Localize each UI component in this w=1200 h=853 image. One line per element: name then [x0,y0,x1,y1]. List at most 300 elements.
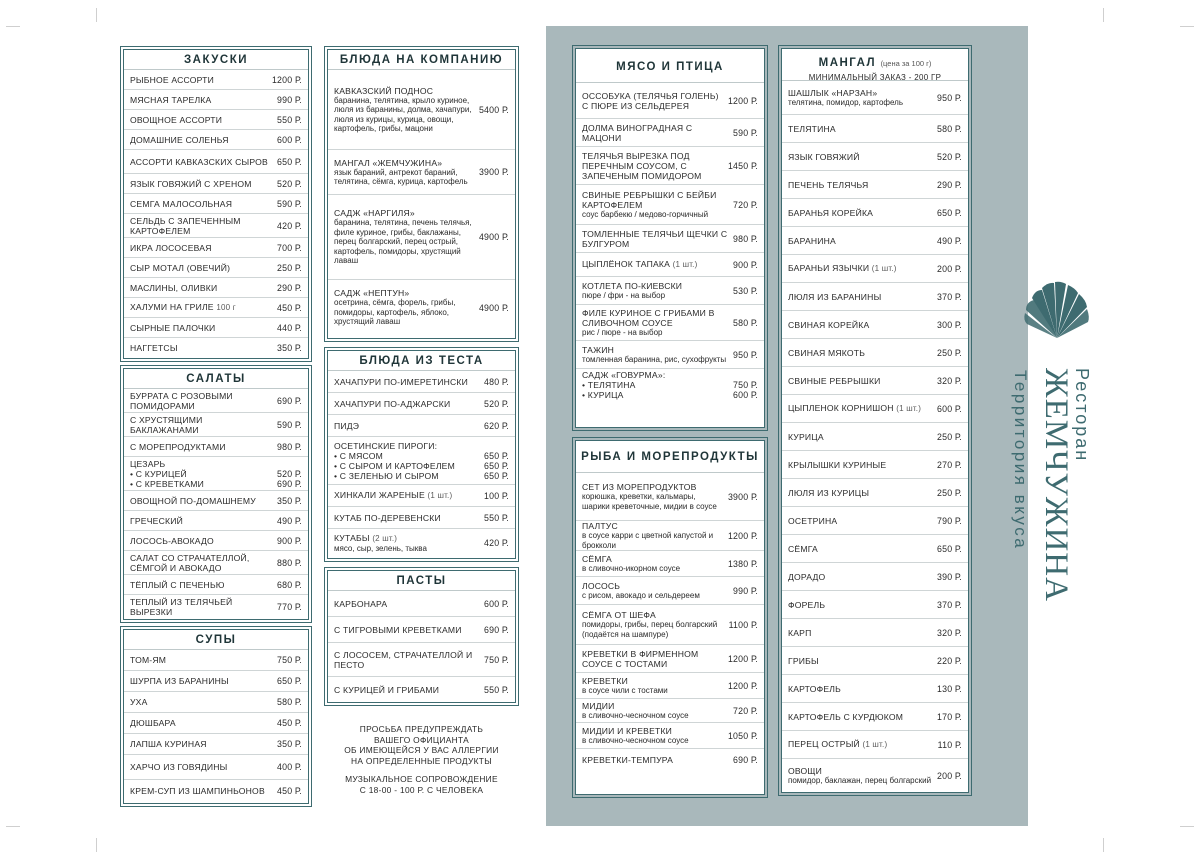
menu-item-name: БАРАНЬИ ЯЗЫЧКИ [788,263,870,273]
menu-item-price-block [733,706,758,716]
menu-item-price-block [277,115,302,125]
menu-item-price: 480 Р. [484,376,509,387]
menu-item-name-block [582,649,728,669]
menu-item-price-block [484,625,509,635]
menu-item-name-block [334,288,479,327]
menu-item-name-block [582,259,733,270]
menu-item-name-block [788,460,937,470]
menu-item [124,174,308,194]
menu-item-price: 590 Р. [733,127,758,138]
menu-item [782,283,968,311]
menu-item-name-block [788,712,937,722]
menu-item-name-block [130,459,277,489]
menu-list [576,473,764,771]
menu-item-price-block [277,762,302,772]
menu-item-name-block [334,599,484,609]
section-mangal [781,48,969,793]
menu-item-name: ПИДЭ [334,420,360,431]
menu-item-name: ТЁПЛЫЙ С ПЕЧЕНЬЮ [130,579,225,590]
menu-list [124,70,308,358]
menu-item-name-block [788,320,937,330]
menu-item-price: 350 Р. [277,739,302,749]
menu-item-price: 3900 Р. [727,491,758,502]
note-line: ПРОСЬБА ПРЕДУПРЕЖДАТЬ [359,724,484,734]
menu-item-price-block [484,599,509,609]
menu-item-name-block [130,580,277,590]
menu-item-name: КОТЛЕТА ПО-КИЕВСКИ [582,280,683,291]
menu-item-price: 600 Р. [937,403,962,414]
menu-item-name-block [582,229,733,249]
menu-item-price: 880 Р. [277,557,302,568]
menu-item [576,577,764,605]
menu-item-price-block [937,684,962,694]
menu-item-name-block [788,600,937,610]
menu-item-name-block [334,441,484,481]
menu-item-description: томленная баранина, рис, сухофрукты [582,354,727,364]
menu-list [328,371,515,557]
menu-item-price: 650 Р. [484,460,509,471]
menu-item-name-block [582,554,728,574]
menu-item-price-block [277,263,302,273]
menu-item-name: ОСЕТРИНА [788,515,838,526]
menu-list [576,83,764,401]
menu-item-price-block [937,320,962,330]
menu-item-price: 750 Р. [733,380,758,390]
menu-item [124,214,308,238]
menu-item-name-block [788,516,937,526]
menu-item-description: баранина, телятина, крыло куриное, люля из баранины, долма, хачапури, люля из курицы, курица, овощи, картофель, грибы, мацони [334,95,472,133]
menu-item [124,318,308,338]
menu-item-price-block [484,377,509,387]
menu-item-description: в соусе чили с тостами [582,685,668,695]
menu-item [576,147,764,185]
menu-item-price-block [277,786,302,796]
menu-item-price-block [484,513,509,523]
menu-item-price: 700 Р. [277,242,302,253]
menu-item-price: 110 Р. [937,739,962,750]
menu-item-price: 490 Р. [937,235,962,246]
menu-item-name: ХАРЧО ИЗ ГОВЯДИНЫ [130,762,228,772]
menu-item [782,367,968,395]
menu-item-name-block [788,180,937,190]
menu-item-price-block [937,544,962,554]
menu-item-name: МАСЛИНЫ, ОЛИВКИ [130,282,218,293]
menu-item [124,130,308,150]
menu-item-description: мясо, сыр, зелень, тыква [334,543,427,553]
menu-item-name-block [582,123,733,143]
menu-item-name-block [130,697,277,707]
menu-item [782,479,968,507]
menu-item-name-block [582,190,733,220]
menu-item-name: НАГГЕТСЫ [130,343,178,353]
menu-item-name: СЕТ ИЗ МОРЕПРОДУКТОВ [582,482,697,492]
menu-item-price: 690 Р. [277,478,302,489]
menu-item-price: 550 Р. [484,685,509,695]
menu-item-price-block [937,771,962,781]
menu-item [124,110,308,130]
menu-item-name-block [334,158,479,187]
menu-item-price: 690 Р. [277,395,302,406]
menu-item-name-block [130,243,277,253]
menu-list [782,81,968,793]
menu-item [328,591,515,617]
menu-item-name: ХАЧАПУРИ ПО-АДЖАРСКИ [334,398,451,409]
menu-item-price-block [479,167,509,177]
crop-mark [1180,826,1194,827]
menu-item-price-block [937,208,962,218]
menu-item-name: ПЕРЕЦ ОСТРЫЙ [788,739,860,749]
menu-item [124,437,308,457]
menu-item-price-block [937,152,962,162]
menu-item [124,90,308,110]
menu-item-name: КАРТОФЕЛЬ С КУРДЮКОМ [788,711,904,722]
menu-item-name-block [582,370,733,400]
menu-item [124,755,308,780]
menu-item-name-block [334,421,484,431]
menu-item [576,369,764,401]
menu-item-price: 450 Р. [277,302,302,313]
menu-item [124,575,308,595]
menu-item-price: 1200 Р. [727,680,758,691]
menu-item-name: КРЕМ-СУП ИЗ ШАМПИНЬОНОВ [130,786,265,796]
section-pasty [327,570,516,703]
note-line: ОБ ИМЕЮЩЕЙСЯ У ВАС АЛЛЕРГИИ [344,745,499,755]
menu-item [124,457,308,491]
menu-item-price: 600 Р. [277,134,302,145]
menu-item [328,415,515,437]
menu-item-price-block [277,303,302,313]
menu-item-price-block [277,221,302,231]
menu-item-price-block [728,492,758,502]
crop-mark [96,8,97,22]
menu-item-name-block [130,597,277,617]
menu-item-name-block [788,348,937,358]
menu-item-price: 950 Р. [937,92,962,103]
menu-item-name: ЛОСОСЬ [582,580,621,591]
menu-item-name-block [788,684,937,694]
menu-item [576,521,764,551]
menu-item-price: 300 Р. [937,319,962,330]
menu-item-name: МАНГАЛ «ЖЕМЧУЖИНА» [334,157,443,168]
allergy-note [327,724,516,766]
menu-item-description: в сливочно-икорном соусе [582,563,681,573]
menu-item [782,171,968,199]
menu-item-price: 590 Р. [277,419,302,430]
menu-item-name: ОВОЩНОЙ ПО-ДОМАШНЕМУ [130,495,256,506]
menu-item-name: ТАЖИН [582,344,615,355]
menu-item-price-block [484,399,509,409]
menu-item-name-block [582,726,728,746]
menu-item-name: ЛЮЛЯ ИЗ КУРИЦЫ [788,487,870,498]
menu-item-description: с рисом, авокадо и сельдереем [582,590,700,600]
menu-item-variant: • С СЫРОМ И КАРТОФЕЛЕМ [334,460,455,471]
menu-item-name: ЦЕЗАРЬ [130,458,166,469]
menu-item-name-block [130,179,277,189]
menu-item-name-block [788,432,937,442]
music-note [327,774,516,795]
menu-list [328,70,515,335]
menu-item-price-block [937,404,962,414]
menu-item-name-block [130,516,277,526]
menu-item-name: ФОРЕЛЬ [788,599,826,610]
menu-item-name: БАРАНИНА [788,235,836,246]
section-salaty [123,368,309,620]
crop-mark [6,826,20,827]
menu-item-price: 290 Р. [277,282,302,293]
menu-item-name: С ХРУСТЯЩИМИ БАКЛАЖАНАМИ [130,414,203,435]
menu-item-name: ДОЛМА ВИНОГРАДНАЯ С МАЦОНИ [582,122,693,143]
menu-item-name-block [582,151,728,181]
menu-item-description: соус барбекю / медово-горчичный [582,209,709,219]
note-line: ВАШЕГО ОФИЦИАНТА [373,734,470,745]
menu-item-description: помидоры, грибы, перец болгарский (подаётся на шампуре) [582,620,718,639]
menu-item-name: КУТАБЫ [334,532,370,543]
menu-item-price: 600 Р. [484,598,509,609]
brand-tagline: Территория вкуса [1011,370,1030,551]
menu-item [328,150,515,195]
menu-item-price: 450 Р. [277,718,302,728]
menu-item-name: ГРИБЫ [788,655,819,666]
menu-item-description: осетрина, сёмга, форель, грибы, помидоры, картофель, яблоко, хрустящий лаваш [334,298,456,327]
menu-item-price: 420 Р. [484,538,509,548]
menu-item-variant: • С КРЕВЕТКАМИ [130,478,205,489]
menu-item-price: 450 Р. [277,786,302,796]
section-zakuski [123,49,309,359]
menu-item-price-block [937,656,962,666]
menu-item-price-block [733,128,758,138]
menu-item-name-block [582,581,733,601]
menu-item-name: САДЖ «НАРГИЛЯ» [334,208,415,219]
menu-item-name: СЁМГА [582,553,612,564]
menu-item-price-block [277,558,302,568]
menu-item-price-block [277,655,302,665]
menu-item-price-block [277,420,302,430]
menu-item-price: 250 Р. [277,262,302,273]
menu-item-qty: (1 шт.) [672,260,698,269]
menu-item-variant: • С МЯСОМ [334,450,384,461]
menu-item-price: 900 Р. [733,259,758,270]
brand-word-restoran: Ресторан [1072,368,1092,463]
menu-item-price-block [937,348,962,358]
menu-item [124,692,308,713]
menu-item-description: язык бараний, антрекот бараний, телятина, сёмга, курица, картофель [334,167,468,186]
menu-item-name-block [130,343,277,353]
menu-item-price-block [277,442,302,452]
menu-item-name-block [130,75,272,85]
menu-item-name-block [582,521,728,550]
menu-item [782,591,968,619]
menu-item-price-block [272,75,302,85]
menu-item-name-block [788,292,937,302]
menu-item-price-block [937,93,962,103]
menu-item-price-block [733,755,758,765]
menu-item-price: 580 Р. [277,697,302,707]
menu-item-price-block [277,697,302,707]
section-title: МЯСО И ПТИЦА [576,49,764,83]
menu-item-price-block [937,236,962,246]
note-line: НА ОПРЕДЕЛЕННЫЕ ПРОДУКТЫ [351,755,492,766]
menu-item-price-block [733,318,758,328]
menu-item-name: ПЕЧЕНЬ ТЕЛЯЧЬЯ [788,179,869,190]
menu-item-name: ТОМ-ЯМ [130,655,167,665]
menu-item-name-block [130,496,277,506]
menu-item [576,551,764,577]
menu-item-price-block [937,264,962,274]
menu-item [124,734,308,755]
menu-item-name-block [788,376,937,386]
menu-item [782,675,968,703]
menu-item-name: ОСЕТИНСКИЕ ПИРОГИ: [334,440,438,451]
menu-item-price: 990 Р. [277,94,302,105]
menu-item-name-block [582,281,733,301]
menu-item-price-block [733,234,758,244]
menu-item [576,645,764,673]
menu-item-name: ОССОБУКА (ТЕЛЯЧЬЯ ГОЛЕНЬ) С ПЮРЕ ИЗ СЕЛЬДЕРЕЯ [582,90,719,111]
menu-item-price-block [728,731,758,741]
menu-item-name: ХАЛУМИ НА ГРИЛЕ [130,302,214,312]
menu-item-price: 550 Р. [484,512,509,523]
menu-item-name-block [334,399,484,409]
menu-item-name: СЫРНЫЕ ПАЛОЧКИ [130,322,216,333]
menu-item [576,699,764,723]
menu-item-price: 520 Р. [937,151,962,162]
crop-mark [1103,838,1104,852]
menu-item [328,70,515,150]
menu-item-name-block [788,236,937,246]
menu-item-price: 1200 Р. [727,530,758,541]
menu-item [124,551,308,575]
menu-item [576,605,764,645]
section-title: СУПЫ [124,630,308,650]
menu-item [576,341,764,369]
menu-item-name: КАРБОНАРА [334,598,388,609]
menu-item-name-block [788,208,937,218]
menu-item-price: 990 Р. [733,585,758,596]
menu-item-price-block [277,179,302,189]
menu-item-name: БУРРАТА С РОЗОВЫМИ ПОМИДОРАМИ [130,390,233,411]
menu-item-name-block [334,685,484,695]
menu-item [576,225,764,253]
menu-item-price-block [733,370,758,400]
menu-item-price-block [277,199,302,209]
menu-item-name-block [788,403,937,414]
menu-item-price: 900 Р. [277,535,302,546]
menu-item-description: в соусе карри с цветной капустой и брокколи [582,531,714,550]
menu-item-price-block [729,620,758,630]
menu-item [782,339,968,367]
note-line: МУЗЫКАЛЬНОЕ СОПРОВОЖДЕНИЕ [345,774,498,784]
menu-item-name-block [788,739,938,750]
menu-item-qty: (1 шт.) [427,491,453,500]
menu-item-price-block [479,105,509,115]
menu-item-price: 270 Р. [937,459,962,470]
menu-item-name: САДЖ «НЕПТУН» [334,288,410,299]
menu-item [124,713,308,734]
menu-item-name: РЫБНОЕ АССОРТИ [130,74,215,85]
menu-item-qty: (1 шт.) [871,264,897,273]
menu-item [782,703,968,731]
menu-item-name: КАВКАЗСКИЙ ПОДНОС [334,85,434,96]
menu-item-price: 420 Р. [277,220,302,231]
menu-item-name: МЯСНАЯ ТАРЕЛКА [130,94,212,105]
menu-item-price: 770 Р. [277,602,302,612]
menu-item [328,485,515,507]
menu-item-description: баранина, телятина, печень телячья, филе куриное, грибы, баклажаны, перец болгарский, перец острый, картофель, помидоры, хрустящий лаваш [334,218,472,266]
menu-item-price-block [277,676,302,686]
menu-item-price-block [938,740,962,750]
menu-item [124,258,308,278]
menu-item-name-block [130,739,277,749]
menu-item-name: ИКРА ЛОСОСЕВАЯ [130,242,212,253]
menu-item-name-block [334,377,484,387]
crop-mark [6,26,20,27]
menu-item-price: 650 Р. [937,543,962,554]
menu-item [782,731,968,759]
mangal-subtitle: МИНИМАЛЬНЫЙ ЗАКАЗ - 200 ГР [808,73,942,82]
menu-item-name: С КУРИЦЕЙ И ГРИБАМИ [334,685,440,695]
menu-item-price-block [484,685,509,695]
menu-item-name-block [334,513,484,523]
menu-item-price: 750 Р. [277,655,302,665]
menu-item-name: ТЕПЛЫЙ ИЗ ТЕЛЯЧЬЕЙ ВЫРЕЗКИ [130,597,233,617]
menu-item-description: корюшка, креветки, кальмары, шарики креветочные, мидии в соусе [582,492,717,511]
menu-item-price: 4900 Р. [478,232,509,242]
section-title: РЫБА И МОРЕПРОДУКТЫ [576,441,764,473]
menu-item-name-block [788,544,937,554]
menu-item-name: ДЮШБАРА [130,718,176,728]
menu-item-price: 1450 Р. [727,160,758,171]
menu-item-price: 520 Р. [277,178,302,189]
menu-item-price: 250 Р. [937,487,962,498]
menu-item-price-block [277,95,302,105]
crop-mark [1103,8,1104,22]
menu-item-price: 320 Р. [937,375,962,386]
menu-item-price-block [277,343,302,353]
menu-item-price-block [728,681,758,691]
menu-item-name: СВИНАЯ МЯКОТЬ [788,347,866,358]
menu-item-price: 370 Р. [937,291,962,302]
menu-item-name-block [582,91,728,111]
menu-item-name-block [582,482,728,511]
menu-item-price: 390 Р. [937,571,962,582]
menu-item-price: 680 Р. [277,579,302,590]
menu-item-price: 720 Р. [733,705,758,716]
menu-item-price-block [937,488,962,498]
menu-item-price: 170 Р. [937,711,962,722]
menu-item [328,280,515,335]
menu-item-name: БАРАНЬЯ КОРЕЙКА [788,207,874,218]
menu-item-price: 1200 Р. [727,653,758,664]
menu-item-name-block [788,88,937,108]
menu-item-price-block [484,491,509,501]
menu-item-price: 1200 Р. [271,74,302,85]
menu-item [782,507,968,535]
menu-item-qty: (1 шт.) [896,404,922,413]
menu-item [782,423,968,451]
menu-item-price: 650 Р. [484,450,509,461]
menu-item-price: 590 Р. [277,198,302,209]
menu-item-name: КАРП [788,627,812,638]
menu-item-name: СЕМГА МАЛОСОЛЬНАЯ [130,198,233,209]
menu-item-name-block [582,610,729,639]
menu-item-price: 650 Р. [277,156,302,167]
menu-item-price: 200 Р. [937,771,962,781]
menu-item-name-block [788,628,937,638]
menu-item [782,563,968,591]
menu-item-name-block [130,302,277,313]
menu-item-price-block [277,496,302,506]
menu-item-price: 220 Р. [937,655,962,666]
